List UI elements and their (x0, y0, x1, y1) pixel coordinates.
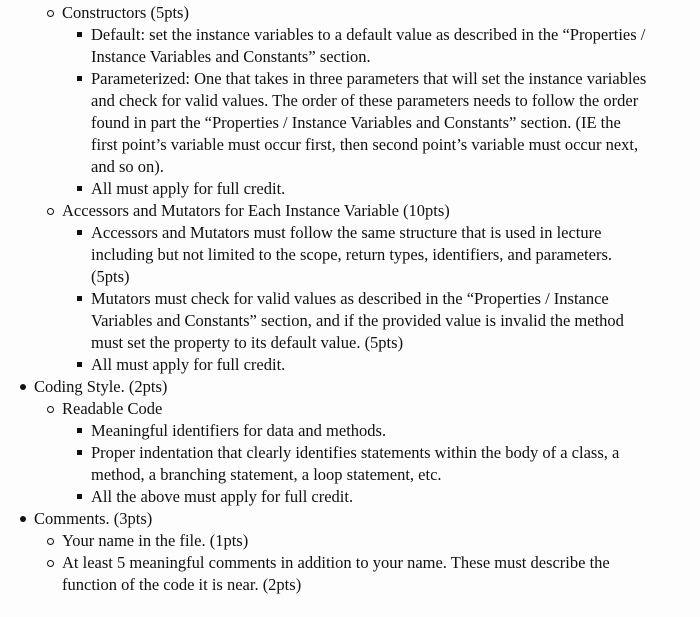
list-item-text: Readable Code (62, 399, 163, 418)
list-item-text: Coding Style. (2pts) (34, 377, 168, 396)
list-item-text: Proper indentation that clearly identifies statements within the body of a class, a (91, 443, 620, 462)
list-item-text: Accessors and Mutators must follow the same structure that is used in lecture (91, 223, 602, 242)
list-item-text: All the above must apply for full credit. (91, 487, 354, 506)
list-item-text: All must apply for full credit. (91, 179, 286, 198)
square-bullet-icon (77, 494, 82, 499)
square-bullet-icon (77, 450, 82, 455)
circle-bullet-icon (47, 208, 54, 215)
list-item-text: function of the code it is near. (2pts) (62, 575, 302, 594)
list-item-text: At least 5 meaningful comments in addition to your name. These must describe the (62, 553, 610, 572)
list-item-text: Variables and Constants” section, and if the provided value is invalid the method (91, 311, 624, 330)
list-item-text: including but not limited to the scope, return types, identifiers, and parameters. (91, 245, 612, 264)
circle-bullet-icon (47, 560, 54, 567)
square-bullet-icon (77, 32, 82, 37)
circle-bullet-icon (47, 10, 54, 17)
list-item-text: and so on). (91, 157, 164, 176)
list-item-text: method, a branching statement, a loop statement, etc. (91, 465, 442, 484)
list-item-text: first point’s variable must occur first, then second point’s variable must occur next, (91, 135, 639, 154)
list-item-text: found in part the “Properties / Instance Variables and Constants” section. (IE the (91, 113, 621, 132)
square-bullet-icon (77, 296, 82, 301)
list-item-text: Constructors (5pts) (62, 3, 189, 22)
square-bullet-icon (77, 230, 82, 235)
list-item-text: (5pts) (91, 267, 130, 286)
list-item-text: All must apply for full credit. (91, 355, 286, 374)
square-bullet-icon (77, 428, 82, 433)
list-item-text: Parameterized: One that takes in three parameters that will set the instance variables (91, 69, 647, 88)
disc-bullet-icon (20, 384, 26, 390)
list-item-text: must set the property to its default value. (5pts) (91, 333, 404, 352)
square-bullet-icon (77, 76, 82, 81)
list-item-text: Instance Variables and Constants” section. (91, 47, 371, 66)
list-item-text: Comments. (3pts) (34, 509, 153, 528)
disc-bullet-icon (20, 516, 26, 522)
list-item-text: Your name in the file. (1pts) (62, 531, 249, 550)
list-item-text: Mutators must check for valid values as described in the “Properties / Instance (91, 289, 609, 308)
square-bullet-icon (77, 186, 82, 191)
circle-bullet-icon (47, 406, 54, 413)
list-item-text: Default: set the instance variables to a default value as described in the “Properties / (91, 25, 646, 44)
list-item-text: Meaningful identifiers for data and methods. (91, 421, 387, 440)
list-item-text: Accessors and Mutators for Each Instance Variable (10pts) (62, 201, 450, 220)
list-item-text: and check for valid values. The order of these parameters needs to follow the order (91, 91, 639, 110)
circle-bullet-icon (47, 538, 54, 545)
square-bullet-icon (77, 362, 82, 367)
